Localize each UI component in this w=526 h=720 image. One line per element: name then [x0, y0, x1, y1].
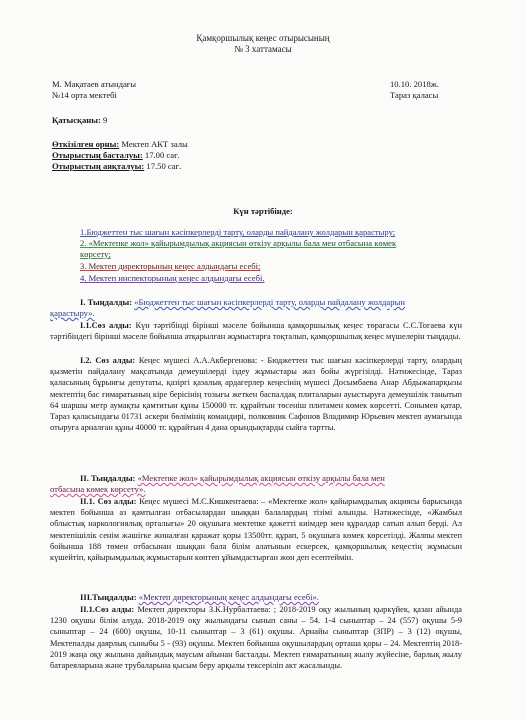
attendees-label: Қатысқаны: [52, 115, 101, 125]
end-value: 17.50 сағ. [146, 161, 182, 171]
protocol-city: Тараз қаласы [390, 90, 439, 100]
attendees-value: 9 [102, 115, 108, 125]
place-label: Өткізілген орны: [52, 139, 120, 149]
section2-p1-text: Кеңес мүшесі М.С.Кишкентаева: – «Мектепке жол» қайырымдылық акциясы барысында мектеп бойынша аз қамтылған отбасылардан шыққан балалардың тізімі алынды. Нәтижесінде, «Жамбыл облыстық наркологиялық орталығы» 20 оқушыға мектепке қажетті киімдер мен құралдар сатып алып берді. Ал мектепішілік сенім жәшігке жиналған қаражат қоры 13500тг. құрап, 5 оқушыға көмек көрсетілді. Жалпы мектеп бойынша 188 төмен отбасынан шыққан бала білім алатынын ескерсек, қамқоршылық кеңестің жұмысын күшейтіп, қайырымдылық жұмыстарын көптеп ұйымдастырған жөн деп есептеймін. [50, 497, 462, 563]
section2-p1-label: II.1. Сөз алды: [80, 497, 137, 506]
section1-p1-text: Күн тәртібінді бірінші мәселе бойынша қамқоршылық кеңес төрағасы С.С.Тогаева күн тәртібіндегі бірінші мәселе бойынша атқарылған жұмыстарға тоқталып, қамқоршылық кеңес мүшелерін тыңдады. [50, 321, 462, 342]
section3-topic: «Мектеп директорының кеңес алдындағы есебі». [138, 592, 319, 602]
agenda-title: Күн тәртібінде: [233, 206, 293, 216]
section3-label: III.Тыңдалды: [80, 592, 137, 602]
document-title: Қамқоршылық кеңес отырысының [196, 33, 330, 43]
section3-paragraph-1 [50, 604, 462, 671]
agenda-item-3: 3. Мектеп директорының кеңес алдындағы есебі; [80, 261, 261, 271]
section3-p1-text: Мектеп директоры З.К.Нурбалтаева: ; 2018-2019 оқу жылының қыркүйек, қазан айында 1230 оқушы білім алуда. 2018-2019 оқу жылындағы сынып саны – 54. 1-4 сыныптар – 24 (557) оқушы 5-9 сыныптар – 24 (600) оқушы, 10-11 сыныптар – 3 (61) оқушы. Арнайы сыныптар (ЗПР) – 3 (12) оқушы, Мектепалды даярлық сыныбы 5 - (93) оқушы. Мектеп бойынша оқушылардың орташа қоры – 24. Мектептің 2018-2019 жаңа оқу жылына дайындық маусым айынан басталды. Мектеп ғимаратының жылу жүйесіне, барлық жылу батареяларына және трубаларына қысым беру арқылы тексеріліп акт жасалынды. [50, 605, 462, 671]
section1-p2-label: I.2. Сөз алды: [80, 356, 136, 365]
end-row [52, 161, 181, 172]
place-value: Мектеп АКТ залы [121, 139, 188, 149]
section2-paragraph-1 [50, 496, 462, 563]
section1-topic-cont: қарастыру». [50, 308, 95, 318]
start-label: Отырыстың басталуы: [52, 150, 143, 160]
end-label: Отырыстың аяқталуы: [52, 161, 145, 171]
start-row [52, 150, 180, 161]
section1-label: I. Тыңдалды: [80, 297, 133, 307]
school-number: №14 орта мектебі [52, 90, 117, 100]
document-subtitle: № 3 хаттамасы [234, 44, 292, 54]
agenda-item-2: 2. «Мектепке жол» қайырымдылық акциясын өткізу арқылы бала мен отбасына көмек [80, 238, 397, 248]
section1-topic: «Бюджеттен тыс шағын кәсіпкерлерді тарту, оларды пайдалану жолдарын [134, 297, 405, 307]
section3-p1-label: II.1.Сөз алды: [80, 605, 135, 614]
section2-topic: «Мектепке жол» қайырымдылық акциясын өткізу арқылы бала мен [137, 473, 385, 483]
place-row [52, 139, 188, 150]
section2-label: II. Тыңдалды: [80, 473, 136, 483]
attendees-row [52, 115, 107, 126]
section1-paragraph-2 [50, 355, 462, 433]
section1-paragraph-1 [50, 320, 462, 342]
agenda-item-1: 1.Бюджеттен тыс шағын кәсіпкерлерді тарту, оларды пайдалану жолдарын қарастыру; [80, 227, 396, 237]
section1-heading [80, 297, 405, 308]
agenda-item-2-cont: көрсету; [80, 249, 111, 259]
school-name: М. Мақатаев атындағы [52, 79, 137, 89]
protocol-date: 10.10. 2018ж. [390, 79, 439, 89]
section2-topic-cont: отбасына көмек көрсету». [50, 484, 146, 494]
section1-p2-text: Кеңес мүшесі А.А.Акбергенова: - Бюджеттен тыс шағын кәсіпкерлерді тарту, олардың қызметін пайдалану мақсатында демеушілерді іздеу жұмыстары жаз бойы жүргізілді. Нәтижесінде, Тараз қаласының бұрынғы депутаты, қазіргі қазалық ардагерлер кеңесінің мүшесі Досымбаева Анар Абдыжапарқызы мектептің бас ғимаратының кіре берісінің тозығы жеткен баспалдақ плиталарын ауыстыруға демеушілік танытып 64 шаршы метр аумақты қамтитын құны 150000 тг. құрайтын төсеніш плитамен көмек көрсетті. Сонымен қатар, Тараз қаласындағы 01731 әскери бөлімінің командирі, полковник Сафонов Владимир Юрьевич мектеп аумағында отыруға арналған құны 40000 тг. құрайтын 4 дана орындықтарды сыйға тартты. [50, 356, 462, 433]
agenda-item-4: 4. Мектеп инспекторының кеңес алдындағы есебі. [80, 273, 265, 283]
section1-p1-label: I.1.Сөз алды: [80, 321, 132, 330]
section3-heading [80, 592, 319, 603]
section2-heading [80, 473, 385, 484]
start-value: 17.00 сағ. [144, 150, 180, 160]
